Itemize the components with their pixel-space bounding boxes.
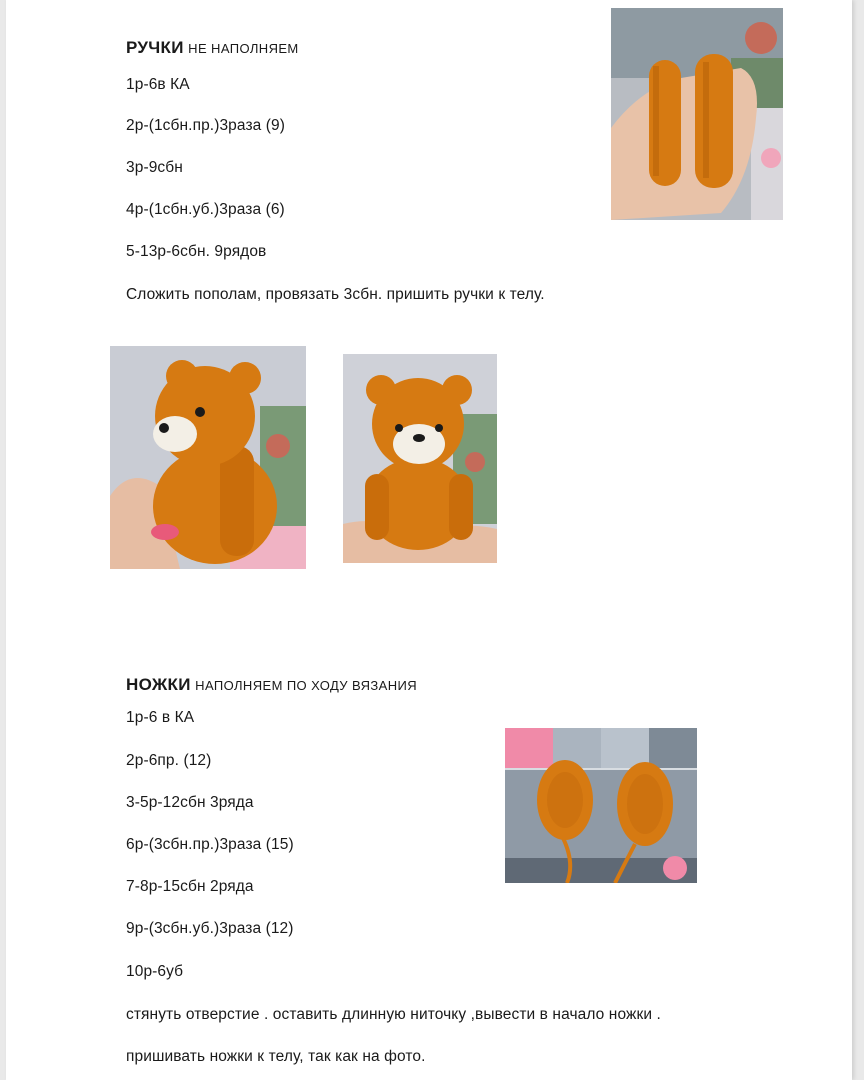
legs-row-1: 1р-6 в КА <box>126 709 195 726</box>
legs-title: НОЖКИ <box>126 675 191 694</box>
bear-side-photo <box>110 346 306 569</box>
arms-heading <box>126 38 299 58</box>
legs-row-7: 10р-6уб <box>126 963 184 980</box>
arms-row-1: 1р-6в КА <box>126 76 190 93</box>
arms-title: РУЧКИ <box>126 38 184 57</box>
arms-row-5: 5-13р-6сбн. 9рядов <box>126 243 267 260</box>
legs-row-6: 9р-(3сбн.уб.)3раза (12) <box>126 920 294 937</box>
legs-instruction-2: пришивать ножки к телу, так как на фото. <box>126 1048 426 1065</box>
legs-instruction-1: стянуть отверстие . оставить длинную ниточку ,вывести в начало ножки . <box>126 1006 661 1023</box>
legs-title-note: НАПОЛНЯЕМ ПО ХОДУ ВЯЗАНИЯ <box>195 678 418 693</box>
legs-row-2: 2р-6пр. (12) <box>126 752 212 769</box>
arms-row-2: 2р-(1сбн.пр.)3раза (9) <box>126 117 286 134</box>
legs-heading <box>126 675 417 695</box>
legs-row-4: 6р-(3сбн.пр.)3раза (15) <box>126 836 294 853</box>
legs-photo <box>505 728 697 883</box>
legs-row-3: 3-5р-12сбн 3ряда <box>126 794 254 811</box>
arms-title-note: НЕ НАПОЛНЯЕМ <box>188 41 299 56</box>
arms-instruction: Сложить пополам, провязать 3сбн. пришить ручки к телу. <box>126 286 545 303</box>
arms-row-3: 3р-9сбн <box>126 159 183 176</box>
document-page <box>6 0 852 1080</box>
legs-row-5: 7-8р-15сбн 2ряда <box>126 878 254 895</box>
bear-front-photo <box>343 354 497 563</box>
arms-row-4: 4р-(1сбн.уб.)3раза (6) <box>126 201 285 218</box>
arms-photo <box>611 8 783 220</box>
